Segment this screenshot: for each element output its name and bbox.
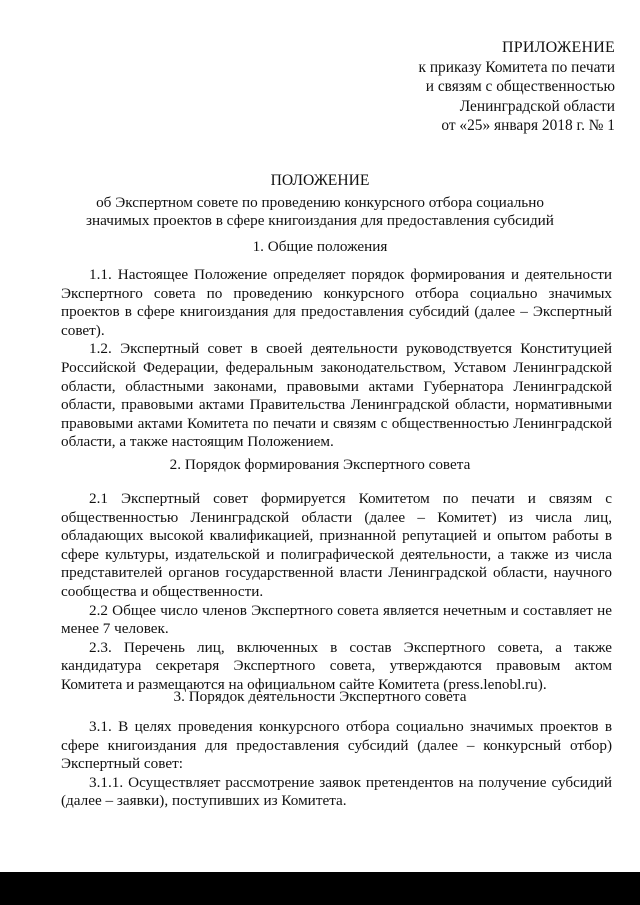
scan-bottom-border (0, 872, 640, 905)
paragraph: 2.1 Экспертный совет формируется Комитетом по печати и связям с общественностью Ленинградской области (далее – Комитет) из числа лиц, обладающих высокой квалификацией, признанной репутацией и опытом работы в сфере культуры, издательской и полиграфической деятельности, а также из числа представителей органов государственной власти Ленинградской области, научного сообщества и общественности. (61, 490, 612, 600)
appendix-line: к приказу Комитета по печати (418, 59, 615, 77)
appendix-line: и связям с общественностью (425, 78, 615, 96)
title-line: об Экспертном совете по проведению конкурсного отбора социально (96, 193, 544, 211)
title-heading: ПОЛОЖЕНИЕ (270, 172, 370, 189)
section-body-2 (61, 490, 612, 695)
appendix-heading: ПРИЛОЖЕНИЕ (501, 39, 615, 56)
section-heading-1: 1. Общие положения (252, 238, 388, 255)
section-heading-3: 3. Порядок деятельности Экспертного совета (173, 688, 467, 705)
paragraph: 2.2 Общее число членов Экспертного совета является нечетным и составляет не менее 7 человек. (61, 601, 612, 638)
appendix-line: от «25» января 2018 г. № 1 (441, 116, 615, 134)
title-line: значимых проектов в сфере книгоиздания для предоставления субсидий (86, 212, 554, 230)
paragraph: 3.1. В целях проведения конкурсного отбора социально значимых проектов в сфере книгоиздания для предоставления субсидий (далее – конкурсный отбор) Экспертный совет: (61, 718, 612, 773)
paragraph: 1.1. Настоящее Положение определяет порядок формирования и деятельности Экспертного совета по проведению конкурсного отбора социально значимых проектов в сфере книгоиздания для предоставления субсидий (далее – Экспертный совет). (61, 266, 612, 339)
paragraph: 1.2. Экспертный совет в своей деятельности руководствуется Конституцией Российской Федерации, федеральным законодательством, Уставом Ленинградской области, областными законами, правовыми актами Губернатора Ленинградской области, правовыми актами Правительства Ленинградской области, нормативными правовыми актами Комитета по печати и связям с общественностью Ленинградской области, а также настоящим Положением. (61, 340, 612, 451)
paragraph: 3.1.1. Осуществляет рассмотрение заявок претендентов на получение субсидий (далее – заявки), поступивших из Комитета. (61, 773, 612, 810)
appendix-line: Ленинградской области (459, 97, 615, 115)
section-body-1 (61, 266, 612, 452)
section-heading-2: 2. Порядок формирования Экспертного совета (169, 456, 471, 473)
appendix-block (419, 38, 616, 135)
section-body-3 (61, 718, 612, 811)
document-title (0, 172, 640, 231)
paragraph: 2.3. Перечень лиц, включенных в состав Экспертного совета, а также кандидатура секретаря Экспертного совета, утверждаются правовым актом Комитета и размещаются на официальном сайте Комитета (press.lenobl.ru). (61, 638, 612, 693)
